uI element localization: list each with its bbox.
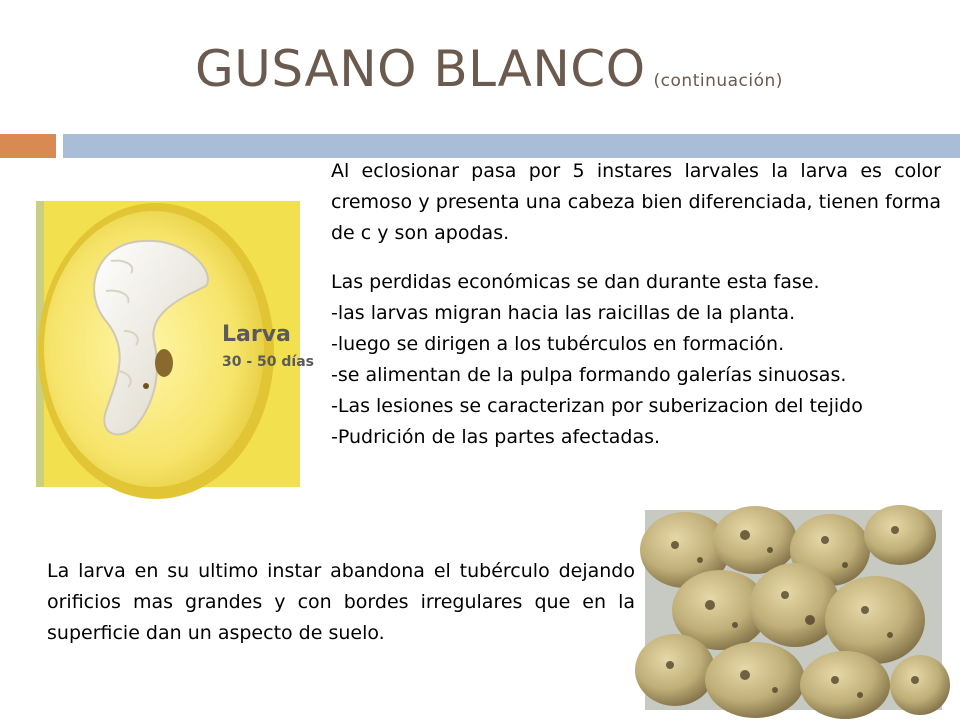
losses-line: -se alimentan de la pulpa formando galerías sinuosas. (331, 364, 847, 386)
losses-line: -Las lesiones se caracterizan por suberizacion del tejido (331, 395, 863, 417)
title-main: GUSANO BLANCO (195, 40, 646, 98)
larva-description (331, 156, 941, 453)
slide-title (195, 40, 783, 98)
losses-line: -Pudrición de las partes afectadas. (331, 426, 661, 448)
accent-bar-orange (0, 134, 56, 158)
title-subtitle: (continuación) (653, 71, 783, 91)
losses-line: -las larvas migran hacia las raicillas de la planta. (331, 302, 796, 324)
accent-bar-blue (63, 134, 960, 158)
intro-paragraph: Al eclosionar pasa por 5 instares larvales la larva es color cremoso y presenta una cabeza bien diferenciada, tienen forma de c y son apodas. (331, 160, 941, 244)
final-paragraph: La larva en su ultimo instar abandona el tubérculo dejando orificios mas grandes y con bordes irregulares que en la superficie dan un aspecto de suelo. (47, 560, 635, 644)
larva-days: 30 - 50 días (222, 354, 314, 370)
larva-label: Larva (222, 322, 291, 347)
losses-line: -luego se dirigen a los tubérculos en formación. (331, 333, 785, 355)
larva-image (36, 201, 314, 487)
losses-line: Las perdidas económicas se dan durante esta fase. (331, 271, 820, 293)
damaged-tubers-image (645, 510, 942, 710)
